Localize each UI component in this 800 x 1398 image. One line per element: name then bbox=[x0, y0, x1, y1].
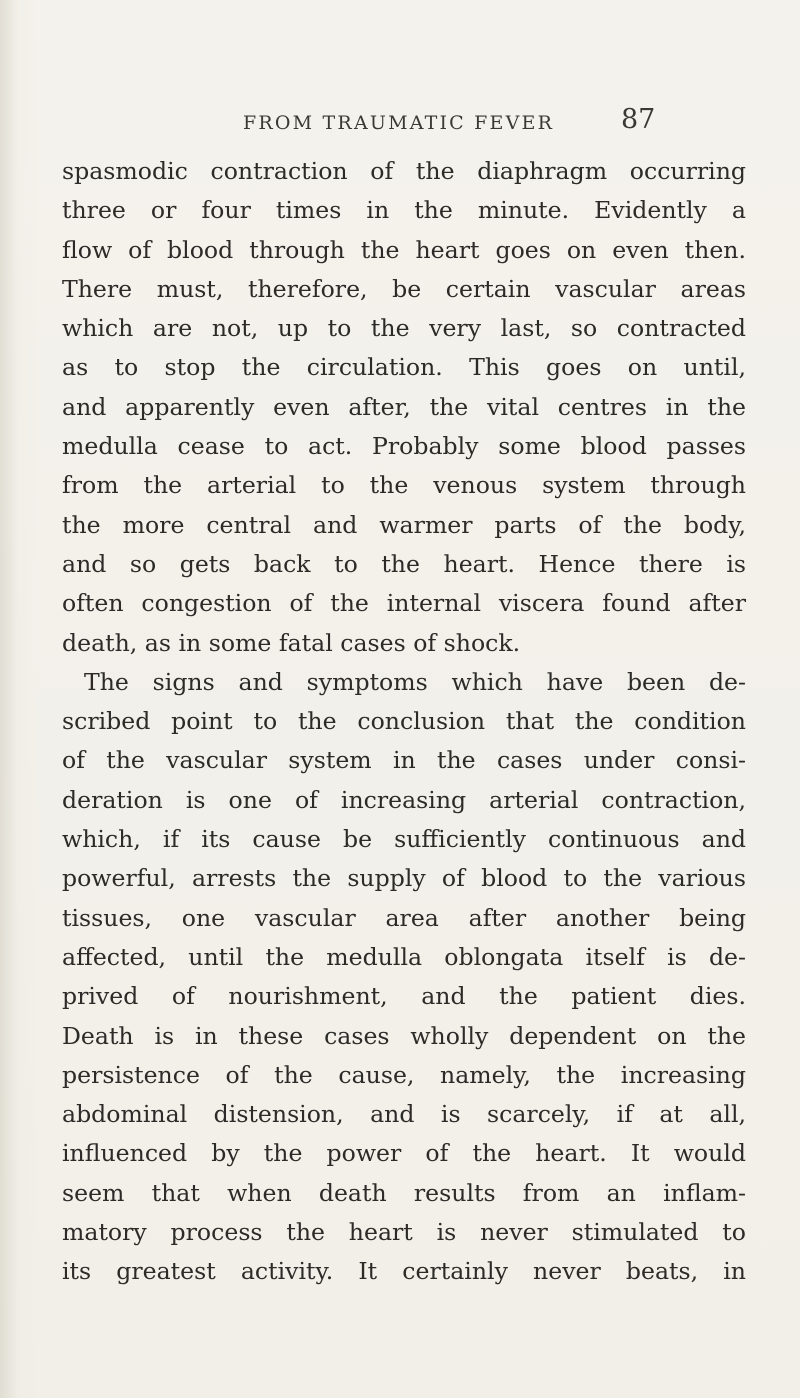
text-line: influenced by the power of the heart. It would bbox=[62, 1139, 746, 1168]
text-line: tissues, one vascular area after another being bbox=[62, 903, 746, 932]
text-line: There must, therefore, be certain vascular areas bbox=[62, 274, 746, 303]
text-line: its greatest activity. It certainly never beats, in bbox=[62, 1257, 746, 1286]
text-line: seem that when death results from an inflam- bbox=[62, 1178, 746, 1207]
text-line: deration is one of increasing arterial contraction, bbox=[62, 785, 746, 814]
running-head-title: FROM TRAUMATIC FEVER bbox=[243, 112, 555, 134]
text-line: flow of blood through the heart goes on even then. bbox=[62, 235, 746, 264]
text-line: and so gets back to the heart. Hence there is bbox=[62, 549, 746, 578]
text-line: and apparently even after, the vital centres in the bbox=[62, 392, 746, 421]
text-line: persistence of the cause, namely, the increasing bbox=[62, 1060, 746, 1089]
text-line: three or four times in the minute. Evidently a bbox=[62, 196, 746, 225]
text-line: scribed point to the conclusion that the condition bbox=[62, 707, 746, 736]
text-line: matory process the heart is never stimulated to bbox=[62, 1218, 746, 1247]
text-line: The signs and symptoms which have been de- bbox=[84, 667, 746, 696]
text-line: powerful, arrests the supply of blood to the various bbox=[62, 864, 746, 893]
text-line: affected, until the medulla oblongata itself is de- bbox=[62, 942, 746, 971]
text-line: death, as in some fatal cases of shock. bbox=[62, 628, 521, 657]
text-line: as to stop the circulation. This goes on until, bbox=[62, 353, 746, 382]
text-line: spasmodic contraction of the diaphragm occurring bbox=[62, 157, 746, 185]
text-line: abdominal distension, and is scarcely, if at all, bbox=[62, 1100, 746, 1129]
text-line: prived of nourishment, and the patient dies. bbox=[62, 982, 746, 1011]
text-line: medulla cease to act. Probably some blood passes bbox=[62, 432, 746, 461]
text-line: Death is in these cases wholly dependent on the bbox=[62, 1021, 746, 1050]
text-line: from the arterial to the venous system through bbox=[62, 471, 746, 500]
page-number: 87 bbox=[621, 104, 656, 135]
text-line: of the vascular system in the cases under consi- bbox=[62, 746, 746, 775]
text-line: often congestion of the internal viscera found after bbox=[62, 589, 746, 618]
text-line: the more central and warmer parts of the body, bbox=[62, 510, 746, 539]
running-head bbox=[0, 100, 800, 140]
text-line: which are not, up to the very last, so contracted bbox=[62, 314, 746, 343]
text-line: which, if its cause be sufficiently continuous and bbox=[62, 825, 746, 854]
body-text bbox=[62, 152, 746, 1292]
